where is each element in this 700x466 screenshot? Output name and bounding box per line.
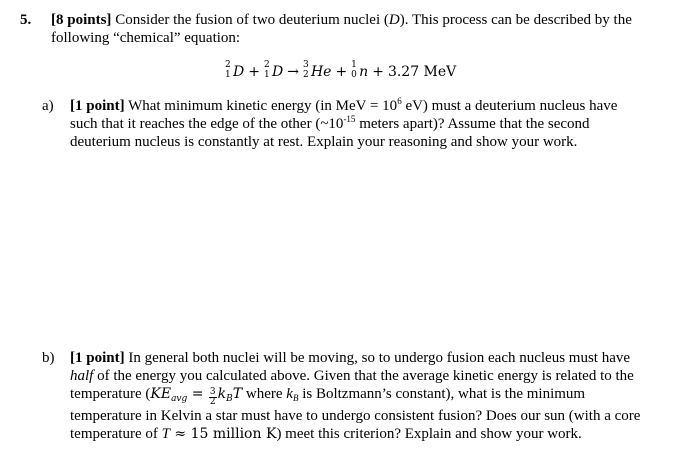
charge-number: 1 — [225, 70, 231, 80]
charge-number: 2 — [302, 70, 309, 80]
reactant-deuterium-1 — [225, 62, 244, 82]
boltzmann-subscript: B — [226, 394, 233, 404]
mass-number: 3 — [302, 60, 309, 70]
plus-sign: + — [248, 64, 260, 80]
temperature-symbol: T — [232, 386, 243, 402]
plus-sign: + — [335, 64, 348, 80]
part-b-text-2: of the energy you calculated above. Given that the average kinetic energy is related to the temperature ( — [70, 368, 634, 402]
avg-subscript: avg — [171, 394, 188, 404]
part-b-text — [70, 349, 645, 443]
part-b-text-1: In general both nuclei will be moving, so to undergo fusion each nucleus must have — [124, 350, 631, 366]
kelvin-unit: K — [265, 426, 277, 442]
part-b-text-3: where — [242, 386, 287, 402]
question-number: 5. — [20, 12, 32, 28]
approx-sign: ≈ — [169, 426, 191, 442]
part-a-text-1: What minimum kinetic energy (in MeV = 10 — [124, 98, 398, 114]
part-a-text — [70, 97, 645, 151]
mass-number: 1 — [351, 60, 357, 70]
mass-number: 2 — [263, 60, 270, 70]
equals-sign: = — [187, 386, 208, 402]
ke-formula — [150, 386, 243, 407]
question-points: [8 points] — [51, 12, 112, 28]
sun-temperature-symbol: T — [161, 426, 170, 442]
fusion-equation — [225, 62, 456, 82]
charge-number: 1 — [263, 70, 270, 80]
part-b — [42, 349, 642, 449]
product-helium — [303, 62, 332, 82]
part-a-text-3: meters apart)? Assume that the second deuterium nucleus is constantly at rest. Explain your reasoning and show your work. — [70, 116, 590, 150]
element-symbol: D — [271, 64, 284, 80]
boltzmann-k: k — [217, 386, 227, 402]
part-a-label: a) — [42, 98, 54, 114]
question-text — [51, 11, 651, 47]
question-text-1: Consider the fusion of two deuterium nuclei ( — [111, 12, 389, 28]
boltzmann-k-inline: k — [286, 386, 293, 402]
reactant-deuterium-2 — [264, 62, 283, 82]
part-a-exponent-2: -15 — [343, 114, 356, 124]
boltzmann-subscript-inline: B — [292, 393, 299, 403]
part-b-label: b) — [42, 350, 55, 366]
part-b-half: half — [70, 368, 94, 384]
fraction-numerator: 3 — [209, 387, 216, 397]
fraction-denominator: 2 — [209, 397, 216, 407]
part-b-points: [1 point] — [70, 350, 125, 366]
part-a-text-2: eV) must a deuterium nucleus have such that it reaches the edge of the other (~10 — [70, 98, 618, 132]
part-b-text-5: ) meet this criterion? Explain and show your work. — [276, 426, 582, 442]
reaction-arrow: → — [287, 64, 299, 80]
plus-sign: + — [372, 64, 384, 80]
part-a-exponent-1: 6 — [397, 96, 402, 106]
part-a-points: [1 point] — [70, 98, 125, 114]
released-energy: 3.27 MeV — [387, 64, 457, 80]
part-a — [42, 97, 642, 157]
element-symbol: n — [359, 64, 369, 80]
three-halves-fraction — [209, 388, 217, 407]
question-text-d: D — [388, 12, 400, 28]
element-symbol: D — [233, 64, 245, 80]
product-neutron — [351, 62, 368, 82]
element-symbol: He — [310, 64, 332, 80]
charge-number: 0 — [351, 70, 357, 80]
part-b-text-4: is Boltzmann’s constant), what is the minimum temperature in Kelvin a star must have to undergo consistent fusion? Does our sun (with a core temperature of — [70, 386, 641, 442]
question-text-2: ). This process can be described by the following “chemical” equation: — [51, 12, 632, 46]
sun-temperature-value: 15 million — [190, 426, 266, 442]
mass-number: 2 — [225, 60, 231, 70]
ke-symbol: KE — [150, 386, 172, 402]
